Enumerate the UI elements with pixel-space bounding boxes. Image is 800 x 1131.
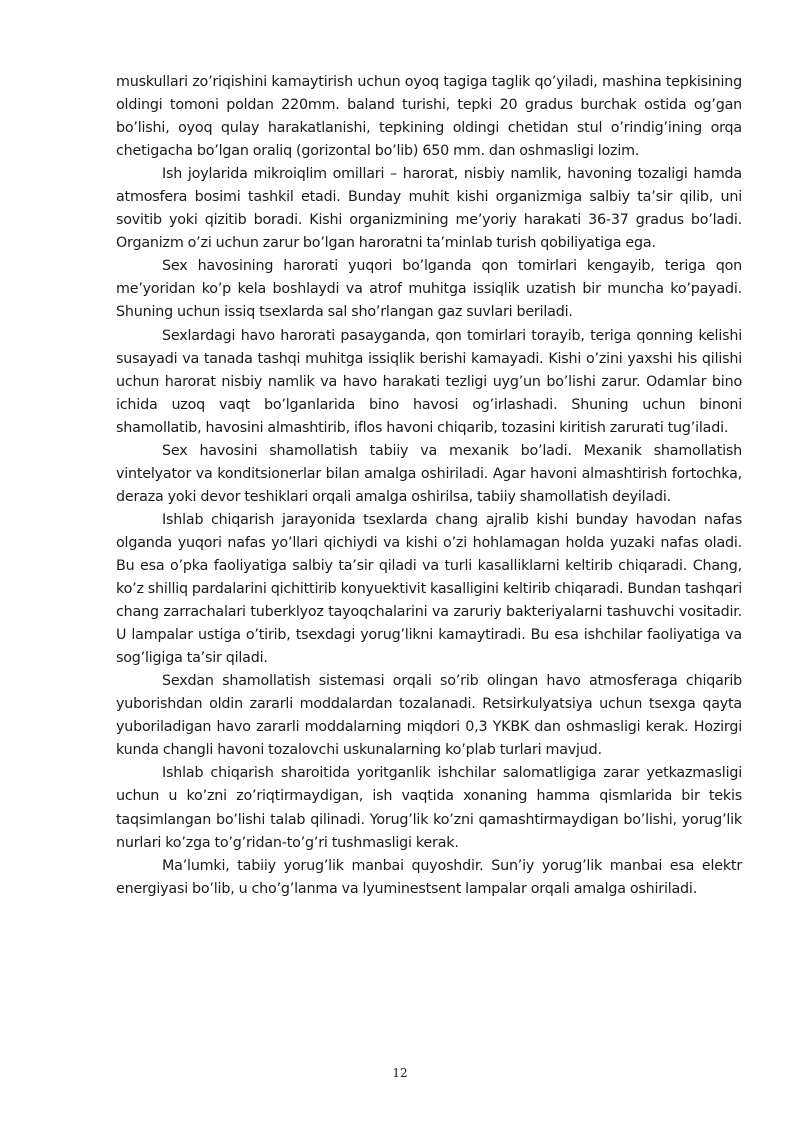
paragraph-4: Sexlardagi havo harorati pasayganda, qon tomirlari torayib, teriga qonning kelishi susayadi va tanada tashqi muhitga issiqlik berishi kamayadi. Kishi o’zini yaxshi his qilishi uchun harorat nisbiy namlik va havo harakati tezligi uyg’un bo’lishi zarur. Odamlar bino ichida uzoq vaqt bo’lganlarida bino havosi og’irlashadi. Shuning uchun binoni shamollatib, havosini almashtirib, iflos havoni chiqarib, tozasini kiritish zarurati tug’iladi. [116,327,742,436]
paragraph-1: muskullari zo’riqishini kamaytirish uchun oyoq tagiga taglik qo’yiladi, mashina tepkisining oldingi tomoni poldan 220mm. baland turishi, tepki 20 gradus burchak ostida og’gan bo’lishi, oyoq qulay harakatlanishi, tepkining oldingi chetidan stul o’rindig’ining orqa chetigacha bo’lgan oraliq (gorizontal bo’lib) 650 mm. dan oshmasligi lozim. [116,74,742,160]
paragraph-8: Ishlab chiqarish sharoitida yoritganlik ishchilar salomatligiga zarar yetkazmasligi uchun u ko’zni zo’riqtirmaydigan, ish vaqtida xonaning hamma qismlarida bir tekis taqsimlangan bo’lishi talab qilinadi. Yorug’lik ko’zni qamashtirmaydigan bo’lishi, yorug’lik nurlari ko’zga to’g’ridan-to’g’ri tushmasligi kerak. [116,765,742,851]
paragraph-2: Ish joylarida mikroiqlim omillari – harorat, nisbiy namlik, havoning tozaligi hamda atmosfera bosimi tashkil etadi. Bunday muhit kishi organizmiga salbiy ta’sir qilib, uni sovitib yoki qizitib boradi. Kishi organizmining me’yoriy harakati 36-37 gradus bo’ladi. Organizm o’zi uchun zarur bo’lgan haroratni ta’minlab turish qobiliyatiga ega. [116,166,742,252]
paragraph-9: Ma’lumki, tabiiy yorug’lik manbai quyoshdir. Sun’iy yorug’lik manbai esa elektr energiyasi bo’lib, u cho’g’lanma va lyuminestsent lampalar orqali amalga oshiriladi. [116,857,742,897]
paragraph-3: Sex havosining harorati yuqori bo’lganda qon tomirlari kengayib, teriga qon me’yoridan ko’p kela boshlaydi va atrof muhitga issiqlik uzatish bir muncha ko’payadi. Shuning uchun issiq tsexlarda sal sho’rlangan gaz suvlari beriladi. [116,258,742,321]
document-body [116,71,742,901]
page-number: 12 [392,1066,408,1080]
paragraph-6: Ishlab chiqarish jarayonida tsexlarda chang ajralib kishi bunday havodan nafas olganda yuqori nafas yo’llari qichiydi va kishi o’zi hohlamagan holda yuzaki nafas oladi. Bu esa o’pka faoliyatiga salbiy ta’sir qiladi va turli kasalliklarni keltirib chiqaradi. Chang, ko’z shilliq pardalarini qichittirib konyuektivit kasalligini keltirib chiqaradi. Bundan tashqari chang zarrachalari tuberklyoz tayoqchalarini va zaruriy bakteriyalarni tashuvchi vositadir. U lampalar ustiga o’tirib, tsexdagi yorug’likni kamaytiradi. Bu esa ishchilar faoliyatiga va sog’ligiga ta’sir qiladi. [116,511,742,667]
paragraph-5: Sex havosini shamollatish tabiiy va mexanik bo’ladi. Mexanik shamollatish vintelyator va konditsionerlar bilan amalga oshiriladi. Agar havoni almashtirish fortochka, deraza yoki devor teshiklari orqali amalga oshirilsa, tabiiy shamollatish deyiladi. [116,442,742,505]
paragraph-7: Sexdan shamollatish sistemasi orqali so’rib olingan havo atmosferaga chiqarib yuborishdan oldin zararli moddalardan tozalanadi. Retsirkulyatsiya uchun tsexga qayta yuboriladigan havo zararli moddalarning miqdori 0,3 YKBK dan oshmasligi kerak. Hozirgi kunda changli havoni tozalovchi uskunalarning ko’plab turlari mavjud. [116,673,742,759]
